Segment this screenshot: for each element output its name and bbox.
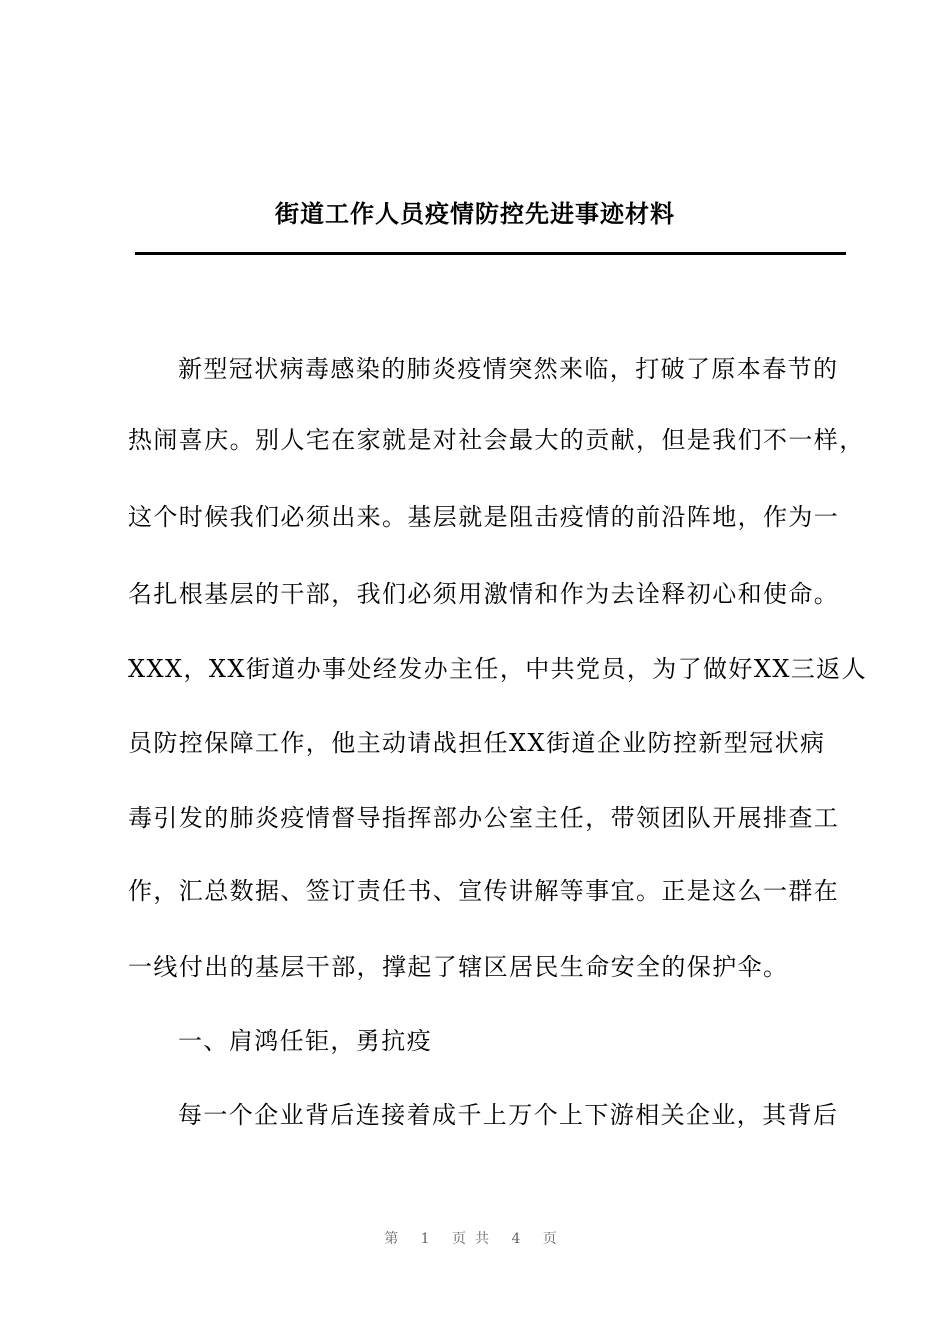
paragraph-line: 这个时候我们必须出来。基层就是阻击疫情的前沿阵地，作为一: [128, 503, 840, 531]
title-underline: [135, 252, 846, 255]
paragraph-line: 热闹喜庆。别人宅在家就是对社会最大的贡献，但是我们不一样，: [128, 426, 865, 454]
paragraph-line: 每一个企业背后连接着成千上万个上下游相关企业，其背后: [178, 1101, 839, 1129]
paragraph-line: 名扎根基层的干部，我们必须用激情和作为去诠释初心和使命。: [128, 580, 840, 608]
paragraph-line: 一线付出的基层干部，撑起了辖区居民生命安全的保护伞。: [128, 953, 789, 981]
paragraph-line: 毒引发的肺炎疫情督导指挥部办公室主任，带领团队开展排查工: [128, 804, 840, 832]
paragraph-line: 新型冠状病毒感染的肺炎疫情突然来临，打破了原本春节的: [178, 355, 839, 383]
paragraph-line: 作，汇总数据、签订责任书、宣传讲解等事宜。正是这么一群在: [128, 877, 840, 905]
page-number-footer: 第 1 页共 4 页: [384, 1231, 566, 1247]
paragraph-line: XXX，XX街道办事处经发办主任，中共党员，为了做好XX三返人: [128, 655, 867, 683]
section-heading: 一、肩鸿任钜，勇抗疫: [178, 1027, 432, 1055]
paragraph-line: 员防控保障工作，他主动请战担任XX街道企业防控新型冠状病: [128, 729, 826, 757]
document-title: 街道工作人员疫情防控先进事迹材料: [275, 200, 675, 228]
